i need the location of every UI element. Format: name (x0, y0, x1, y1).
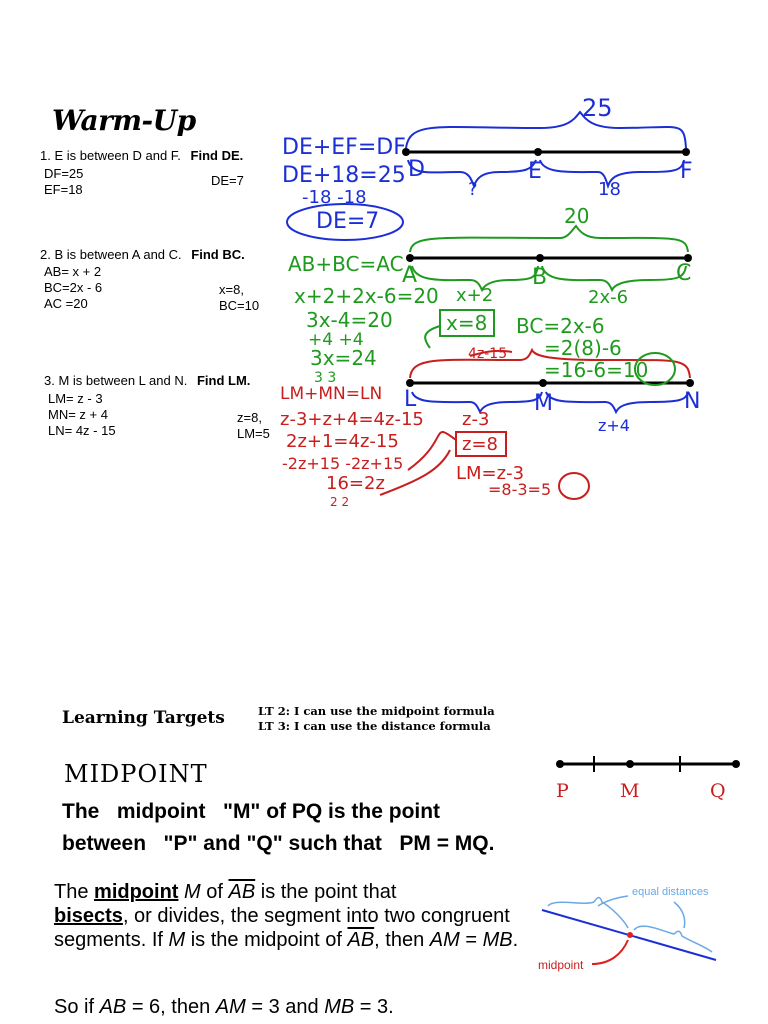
brace-label-2x6: 2x-6 (588, 287, 629, 308)
body-text: . (512, 929, 519, 951)
brace-label-20: 20 (564, 204, 590, 228)
label-d: D (408, 157, 425, 182)
body-text: is the point that (255, 881, 397, 903)
learning-targets-list (258, 704, 495, 734)
hand-2-bc3: =16-6=10 (544, 358, 649, 382)
learning-target-item: LT 3: I can use the distance formula (258, 719, 491, 733)
hand-2-bc1: BC=2x-6 (516, 314, 605, 338)
body-text: = (459, 929, 483, 951)
hand-3-lm2: =8-3=5 (488, 480, 552, 499)
midpoint-heading: MIDPOINT (64, 760, 208, 788)
problem-1-find: Find DE. (190, 148, 244, 163)
equal-distances-label: equal distances (632, 886, 709, 898)
hand-3-lm1: LM=z-3 (456, 463, 525, 484)
given-line: BC=2x - 6 (44, 280, 103, 295)
point-l (406, 379, 414, 387)
learning-target-item: LT 2: I can use the midpoint formula (258, 704, 495, 718)
brace-mn (546, 392, 688, 412)
example-text: = 3 and (245, 996, 325, 1018)
label-m2: M (620, 780, 640, 802)
point-b (536, 254, 544, 262)
brace-label-x2: x+2 (456, 285, 494, 306)
brace-label-18: 18 (598, 179, 621, 200)
label-f: F (680, 159, 693, 184)
arrow-equal-right (674, 902, 685, 928)
definition-line-1: The midpoint "M" of PQ is the point (62, 800, 441, 823)
problem-3-text: 3. M is between L and N. (44, 373, 188, 388)
midpoint-definition (62, 796, 494, 860)
hand-2-x8: x=8 (446, 311, 488, 335)
brace-label-4z15: 4z-15 (468, 346, 508, 362)
given-line: LM= z - 3 (48, 391, 103, 406)
label-b: B (532, 265, 548, 290)
arrow-midpoint (592, 940, 628, 964)
var-mb: MB (324, 996, 355, 1018)
var-am: AM (429, 929, 460, 951)
hand-3-line5: 16=2z (326, 473, 385, 494)
body-text: , then (374, 929, 430, 951)
given-line: MN= z + 4 (48, 407, 108, 422)
label-l: L (404, 387, 417, 412)
midpoint-body (54, 880, 534, 952)
midpoint-example (54, 996, 394, 1019)
brace-df (406, 112, 686, 148)
label-c: C (676, 261, 692, 286)
point-q (732, 760, 740, 768)
warmup-title: Warm-Up (52, 104, 196, 137)
segment-ab: $\overline{AB}$ (347, 929, 375, 951)
problem-2-text: 2. B is between A and C. (40, 247, 182, 262)
point-p (556, 760, 564, 768)
body-text: of (200, 881, 229, 903)
problem-2-find: Find BC. (191, 247, 245, 262)
answer-circle-lm (559, 473, 589, 499)
arrow-x (425, 326, 440, 348)
label-n: N (684, 389, 701, 414)
learning-targets-title: Learning Targets (62, 708, 225, 728)
hand-2-line5: 3x=24 (310, 346, 377, 370)
hand-3-z8: z=8 (462, 434, 498, 455)
hand-1-line3: -18 -18 (302, 187, 367, 208)
answer-line: LM=5 (237, 426, 270, 441)
point-a (406, 254, 414, 262)
example-text: So if (54, 996, 100, 1018)
brace-label-z3: z-3 (462, 409, 490, 430)
problem-1-text: 1. E is between D and F. (40, 148, 181, 163)
label-m: M (534, 391, 553, 416)
given-line: DF=25 (44, 166, 84, 181)
segment-ab: $\overline{AB}$ (228, 881, 256, 903)
hand-3-line1: LM+MN=LN (280, 384, 383, 404)
problem-1-answer: DE=7 (211, 173, 244, 188)
hand-2-line2: x+2+2x-6=20 (294, 284, 439, 308)
hand-3-line4: -2z+15 -2z+15 (282, 454, 404, 473)
hand-2-line6: 3 3 (314, 370, 337, 386)
term-midpoint: midpoint (94, 881, 179, 903)
label-q: Q (710, 780, 726, 802)
given-line: LN= 4z - 15 (48, 423, 116, 438)
hand-2-line3: 3x-4=20 (306, 308, 393, 332)
label-a: A (402, 263, 418, 288)
answer-line: z=8, (237, 410, 262, 425)
label-p: P (556, 780, 569, 802)
given-line: EF=18 (44, 182, 83, 197)
point-m-fig (626, 760, 634, 768)
hand-2-bc2: =2(8)-6 (544, 336, 622, 360)
point-f (682, 148, 690, 156)
var-ab: AB (99, 996, 127, 1018)
var-m: M (168, 929, 186, 951)
hand-3-line2: z-3+z+4=4z-15 (280, 409, 424, 430)
hand-3-line3: 2z+1=4z-15 (286, 431, 399, 452)
midpoint-label: midpoint (538, 958, 584, 972)
hand-1-line2: DE+18=25 (282, 163, 406, 188)
example-text: = 3. (354, 996, 394, 1018)
brace-label-z4: z+4 (598, 416, 630, 435)
given-line: AC =20 (44, 296, 88, 311)
problem-3-find: Find LM. (196, 373, 251, 388)
body-text: is the midpoint of (185, 929, 348, 951)
hand-2-line1: AB+BC=AC (288, 252, 404, 276)
body-text: The (54, 881, 95, 903)
point-e (534, 148, 542, 156)
var-m: M (184, 881, 201, 903)
brace-label-q: ? (468, 179, 478, 200)
brace-ac (410, 226, 688, 252)
label-e: E (528, 159, 542, 184)
answer-line: x=8, (219, 282, 244, 297)
answer-line: BC=10 (219, 298, 260, 313)
var-mb: MB (482, 929, 513, 951)
midpoint-dot (627, 932, 633, 938)
hand-1-line1: DE+EF=DF (282, 135, 406, 160)
arrow-equal-left (598, 896, 628, 906)
term-bisects: bisects (54, 905, 123, 927)
definition-line-2: between "P" and "Q" such that PM = MQ. (62, 832, 495, 855)
body-text: , or divides, the segment into two congruent segments. If (54, 905, 510, 951)
hand-1-answer: DE=7 (316, 209, 380, 234)
hand-3-line6: 2 2 (330, 495, 350, 509)
var-am: AM (215, 996, 246, 1018)
given-line: AB= x + 2 (44, 264, 102, 279)
brace-label-25: 25 (582, 94, 613, 122)
hand-2-line4: +4 +4 (308, 330, 364, 350)
point-n (686, 379, 694, 387)
example-text: = 6, then (126, 996, 216, 1018)
